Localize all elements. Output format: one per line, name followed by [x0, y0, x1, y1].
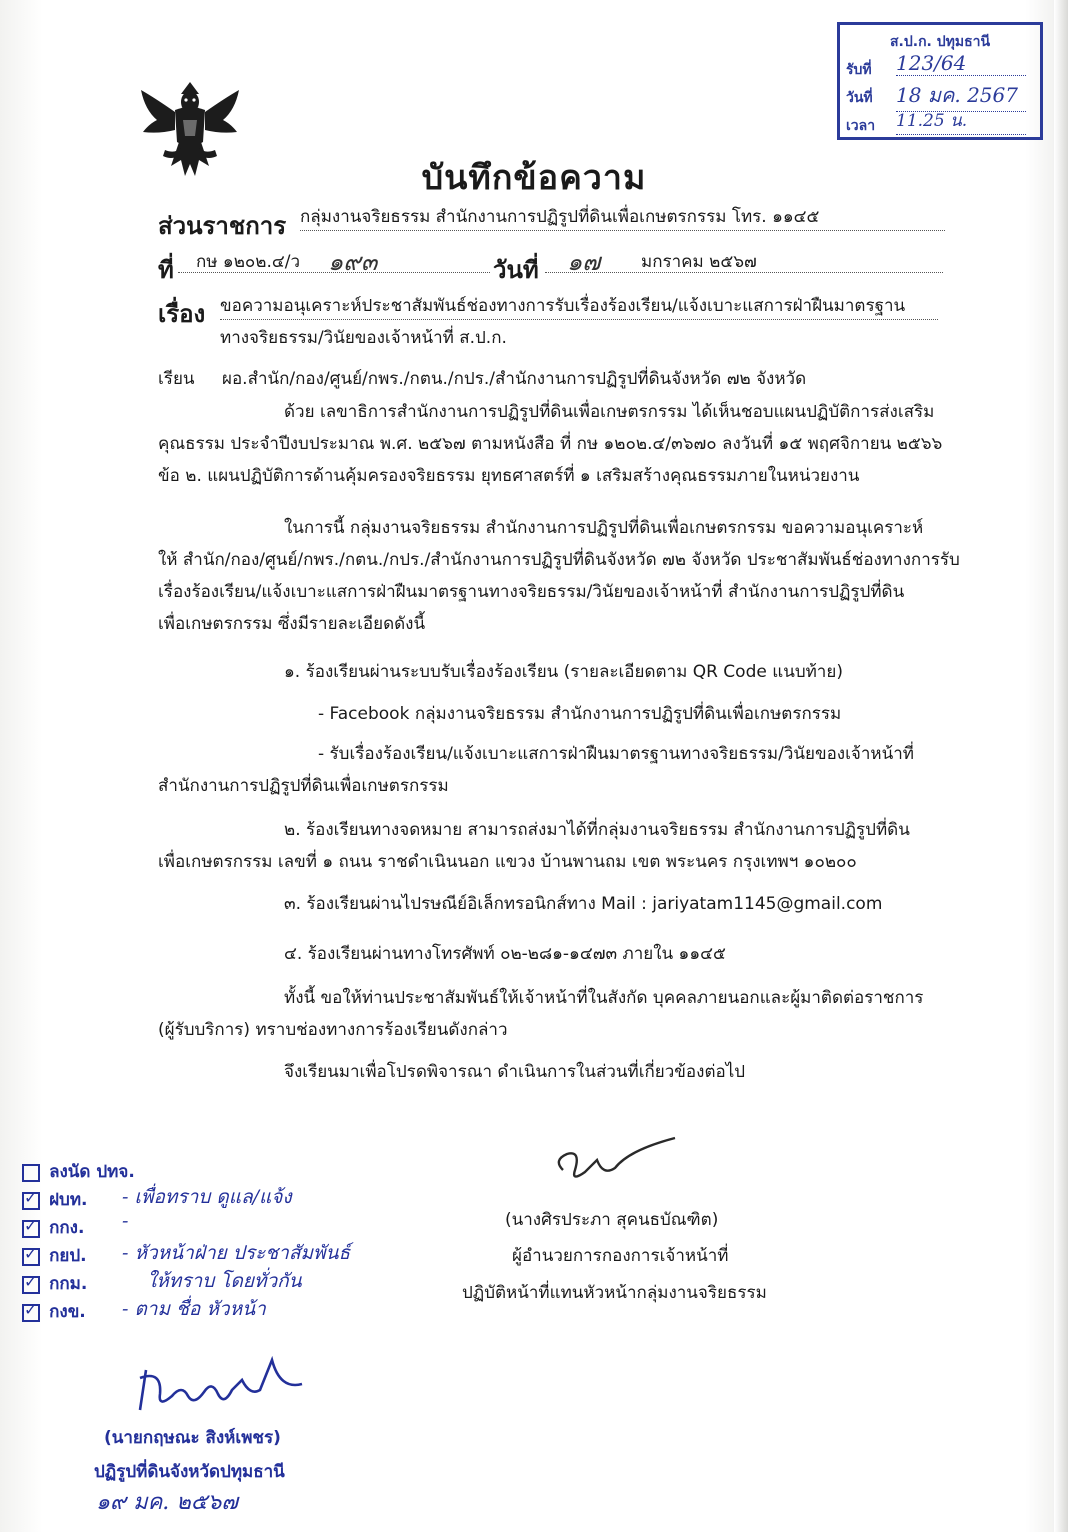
- routing-label: กกม.: [49, 1274, 88, 1294]
- paragraph-2-line: เพื่อเกษตรกรรม ซึ่งมีรายละเอียดดังนี้: [158, 614, 426, 634]
- to-label: เรียน: [158, 369, 195, 389]
- date-line: [545, 248, 943, 276]
- director-signature: [545, 1130, 685, 1190]
- closing-line: จึงเรียนมาเพื่อโปรดพิจารณา ดำเนินการในส่วนที่เกี่ยวข้องต่อไป: [284, 1062, 746, 1082]
- paragraph-3-line-2: (ผู้รับบริการ) ทราบช่องทางการร้องเรียนดังกล่าว: [158, 1020, 508, 1040]
- stamp-receive-no: 123/64: [896, 51, 1026, 76]
- checkbox-icon: [22, 1164, 40, 1182]
- paragraph-1-line: คุณธรรม ประจำปีงบประมาณ พ.ศ. ๒๕๖๗ ตามหนังสือ ที่ กษ ๑๒๐๒.๔/๓๖๗๐ ลงวันที่ ๑๕ พฤศจิกายน ๒๕๖๖: [158, 434, 943, 454]
- stamp-date-value: 18 มค. 2567: [896, 79, 1026, 112]
- signer-position-2: ปฏิบัติหน้าที่แทนหัวหน้ากลุ่มงานจริยธรรม: [462, 1283, 767, 1303]
- signer-position-1: ผู้อำนวยการกองการเจ้าหน้าที่: [512, 1246, 729, 1266]
- item-2-line-1: ๒. ร้องเรียนทางจดหมาย สามารถส่งมาได้ที่กลุ่มงานจริยธรรม สำนักงานการปฏิรูปที่ดิน: [284, 820, 910, 840]
- paragraph-1-line: ด้วย เลขาธิการสำนักงานการปฏิรูปที่ดินเพื่อเกษตรกรรม ได้เห็นชอบแผนปฏิบัติการส่งเสริม: [284, 402, 935, 422]
- document-title: บันทึกข้อความ: [421, 158, 647, 198]
- subject-line-2: ทางจริยธรรม/วินัยของเจ้าหน้าที่ ส.ป.ก.: [220, 328, 507, 348]
- checked-checkbox-icon: [22, 1304, 40, 1322]
- item-1a: - Facebook กลุ่มงานจริยธรรม สำนักงานการปฏิรูปที่ดินเพื่อเกษตรกรรม: [318, 704, 842, 724]
- paragraph-1: [158, 396, 950, 492]
- agency-label: ส่วนราชการ: [158, 212, 287, 240]
- item-1: ๑. ร้องเรียนผ่านระบบรับเรื่องร้องเรียน (รายละเอียดตาม QR Code แนบท้าย): [284, 662, 843, 682]
- date-value: มกราคม ๒๕๖๗: [641, 252, 757, 272]
- checked-checkbox-icon: [22, 1248, 40, 1266]
- approver-signature: [132, 1350, 322, 1420]
- routing-row: [22, 1298, 492, 1326]
- routing-label: กงข.: [49, 1302, 86, 1322]
- routing-label: กกง.: [49, 1218, 85, 1238]
- item-2-line-2: เพื่อเกษตรกรรม เลขที่ ๑ ถนน ราชดำเนินนอก แขวง บ้านพานถม เขต พระนคร กรุงเทพฯ ๑๐๒๐๐: [158, 852, 857, 872]
- approver-date-hand: ๑๙ มค. ๒๕๖๗: [96, 1490, 238, 1515]
- ref-value: กษ ๑๒๐๒.๔/ว: [196, 252, 301, 272]
- subject-label: เรื่อง: [158, 300, 206, 328]
- routing-note: - เพื่อทราบ ดูแล/แจ้ง: [122, 1186, 292, 1208]
- checked-checkbox-icon: [22, 1276, 40, 1294]
- checked-checkbox-icon: [22, 1192, 40, 1210]
- ref-label: ที่: [158, 256, 174, 284]
- routing-note: ให้ทราบ โดยทั่วกัน: [147, 1270, 302, 1292]
- routing-note: - หัวหน้าฝ่าย ประชาสัมพันธ์: [122, 1242, 351, 1264]
- approver-position: ปฏิรูปที่ดินจังหวัดปทุมธานี: [94, 1462, 285, 1482]
- paragraph-2-line: ในการนี้ กลุ่มงานจริยธรรม สำนักงานการปฏิรูปที่ดินเพื่อเกษตรกรรม ขอความอนุเคราะห์: [284, 518, 924, 538]
- signer-name: (นางศิรประภา สุคนธบัณฑิต): [505, 1210, 719, 1230]
- to-value: ผอ.สำนัก/กอง/ศูนย์/กพร./กตน./กปร./สำนักงานการปฏิรูปที่ดินจังหวัด ๗๒ จังหวัด: [222, 369, 807, 389]
- item-4: ๔. ร้องเรียนผ่านทางโทรศัพท์ ๐๒-๒๘๑-๑๔๗๓ ภายใน ๑๑๔๕: [284, 944, 726, 964]
- paragraph-2: [158, 512, 960, 640]
- date-label: วันที่: [493, 256, 539, 284]
- ref-hand-number: ๑๙๓: [328, 248, 378, 276]
- paragraph-1-line: ข้อ ๒. แผนปฏิบัติการด้านคุ้มครองจริยธรรม ยุทธศาสตร์ที่ ๑ เสริมสร้างคุณธรรมภายในหน่วยงาน: [158, 466, 860, 486]
- approver-name: (นายกฤษณะ สิงห์เพชร): [104, 1428, 281, 1448]
- subject-line-1: ขอความอนุเคราะห์ประชาสัมพันธ์ช่องทางการรับเรื่องร้องเรียน/แจ้งเบาะแสการฝ่าฝืนมาตรฐาน: [220, 292, 938, 320]
- item-3: ๓. ร้องเรียนผ่านไปรษณีย์อิเล็กทรอนิกส์ทาง Mail : jariyatam1145@gmail.com: [284, 894, 883, 914]
- paragraph-2-line: เรื่องร้องเรียน/แจ้งเบาะแสการฝ่าฝืนมาตรฐานทางจริยธรรม/วินัยของเจ้าหน้าที่ สำนักงานการปฏิรูปที่ดิน: [158, 582, 905, 602]
- stamp-receive-label: รับที่: [846, 62, 872, 78]
- routing-label: กยป.: [49, 1246, 87, 1266]
- stamp-date-label: วันที่: [846, 90, 873, 106]
- stamp-time-value: 11.25 น.: [896, 107, 1026, 135]
- routing-note: - ตาม ชื่อ หัวหน้า: [122, 1298, 266, 1320]
- stamp-org: ส.ป.ก. ปทุมธานี: [890, 34, 991, 50]
- receiving-stamp: [837, 22, 1043, 140]
- paragraph-2-line: ให้ สำนัก/กอง/ศูนย์/กพร./กตน./กปร./สำนักงานการปฏิรูปที่ดินจังหวัด ๗๒ จังหวัด ประชาสัมพันธ์ช่องทางการรับ: [158, 550, 960, 570]
- checked-checkbox-icon: [22, 1220, 40, 1238]
- agency-value: กลุ่มงานจริยธรรม สำนักงานการปฏิรูปที่ดินเพื่อเกษตรกรรม โทร. ๑๑๔๕: [300, 203, 945, 231]
- item-1b-line-2: สำนักงานการปฏิรูปที่ดินเพื่อเกษตรกรรม: [158, 776, 449, 796]
- routing-note: -: [122, 1210, 129, 1232]
- routing-row: [22, 1186, 492, 1214]
- date-day-hand: ๑๗: [567, 248, 601, 276]
- item-1b-line-1: - รับเรื่องร้องเรียน/แจ้งเบาะแสการฝ่าฝืนมาตรฐานทางจริยธรรม/วินัยของเจ้าหน้าที่: [318, 744, 914, 764]
- ref-line: [178, 248, 490, 276]
- page-edge: [1054, 0, 1068, 1532]
- routing-label: ลงนัด ปทจ.: [49, 1162, 135, 1182]
- paragraph-3-line-1: ทั้งนี้ ขอให้ท่านประชาสัมพันธ์ให้เจ้าหน้าที่ในสังกัด บุคคลภายนอกและผู้มาติดต่อราชการ: [284, 988, 924, 1008]
- routing-list: [22, 1158, 492, 1326]
- stamp-time-label: เวลา: [846, 118, 876, 134]
- routing-label: ฝบท.: [49, 1190, 88, 1210]
